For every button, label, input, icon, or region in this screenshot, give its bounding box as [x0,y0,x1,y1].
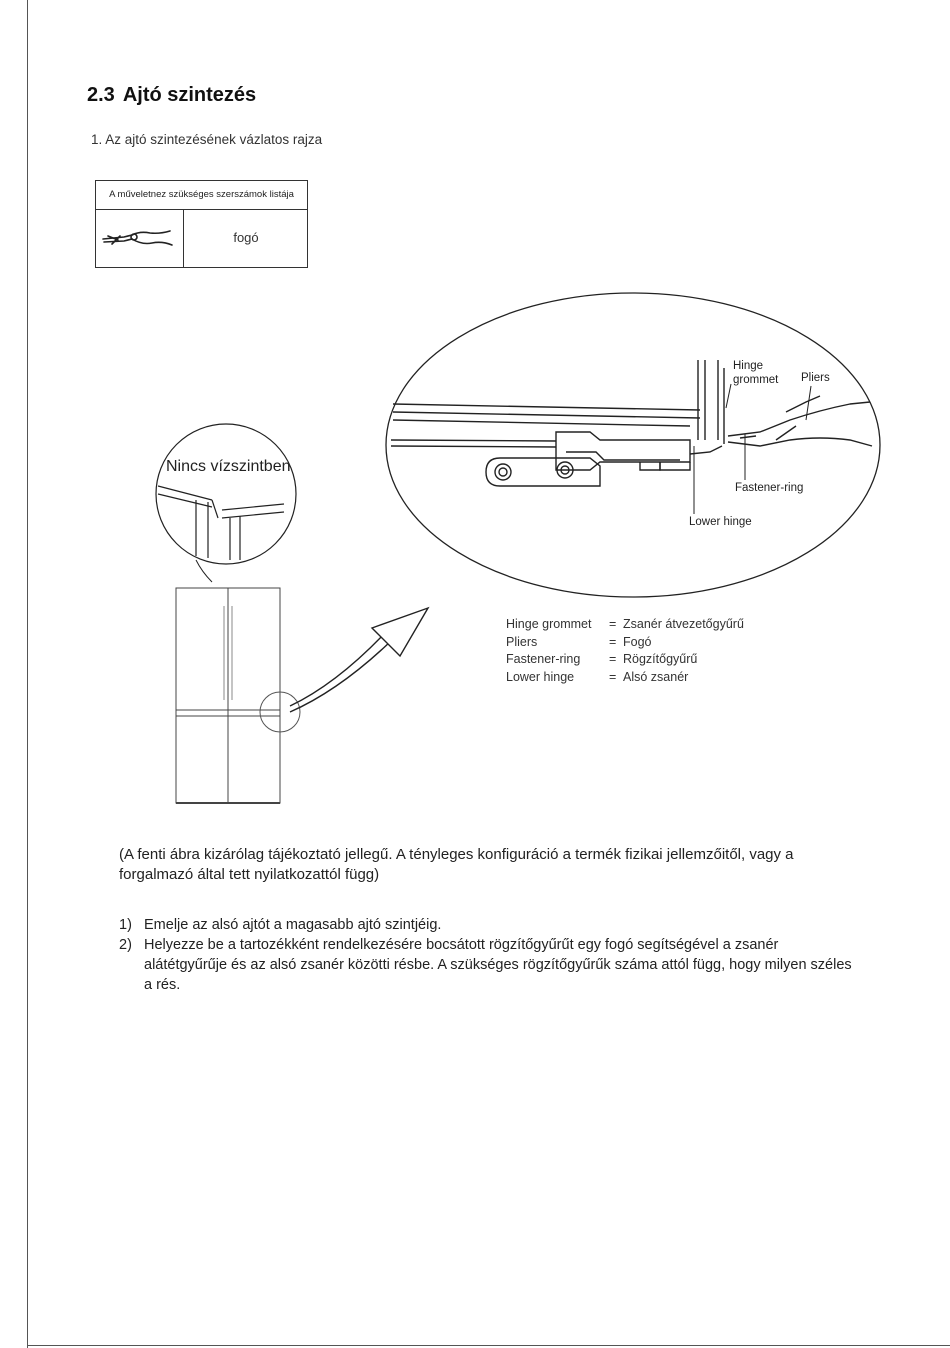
label-hinge-grommet-2: grommet [733,374,779,386]
label-pliers: Pliers [801,372,830,384]
disclaimer-text: (A fenti ábra kizárólag tájékoztató jellegű. A tényleges konfiguráció a termék fizikai jellemzőitől, vagy a forgalmazó által tett nyilatkozattól függ) [119,846,794,883]
legend-term-en: Pliers [506,634,538,649]
diagram-caption: 1. Az ajtó szintezésének vázlatos rajza [91,132,323,147]
legend-equals: = [609,669,617,684]
legend-row [506,651,744,669]
instruction-steps [119,915,859,995]
tool-name: fogó [233,230,259,245]
label-fastener-ring: Fastener-ring [735,482,804,494]
legend-equals: = [609,634,617,649]
inset-circle [156,424,296,564]
legend-row [506,634,744,652]
inset-label: Nincs vízszintben [166,458,291,475]
refrigerator-outline [176,588,280,803]
step-number: 2) [119,937,132,953]
label-leaders [694,384,811,514]
label-hinge-grommet-1: Hinge [733,360,764,372]
legend-equals: = [609,652,617,666]
label-lower-hinge: Lower hinge [689,516,752,528]
legend-row [506,616,744,634]
legend-term-en: Hinge grommet [506,617,592,631]
detail-magnifier-ellipse [386,293,880,597]
step-text: Emelje az alsó ajtót a magasabb ajtó szintjéig. [144,917,442,933]
legend-equals: = [609,617,617,631]
inset-pointer [196,560,212,582]
legend-term-hu: Fogó [623,634,652,649]
legend-term-en: Lower hinge [506,669,575,684]
step-number: 1) [119,917,132,933]
legend-term-hu: Rögzítőgyűrű [623,652,698,666]
tool-list-header: A műveletnez szükséges szerszámok listája [96,181,307,210]
door-hinge-detail [391,360,872,486]
section-title: Ajtó szintezés [122,84,257,106]
legend-term-hu: Alsó zsanér [623,669,689,684]
legend-row [506,669,744,687]
section-number: 2.3 [87,84,115,106]
step-item [119,935,859,995]
zoom-arrow [290,608,428,712]
step-item [119,915,859,935]
legend-term-hu: Zsanér átvezetőgyűrű [623,617,744,631]
translation-legend [506,616,744,686]
step-text: Helyezze be a tartozékként rendelkezésére bocsátott rögzítőgyűrűt egy fogó segítségével a zsanér alátétgyűrűje és az alsó zsanér közötti résbe. A szükséges rögzítőgyűrűk száma attól függ, hogy milyen széles a rés. [144,937,852,993]
legend-term-en: Fastener-ring [506,652,581,666]
